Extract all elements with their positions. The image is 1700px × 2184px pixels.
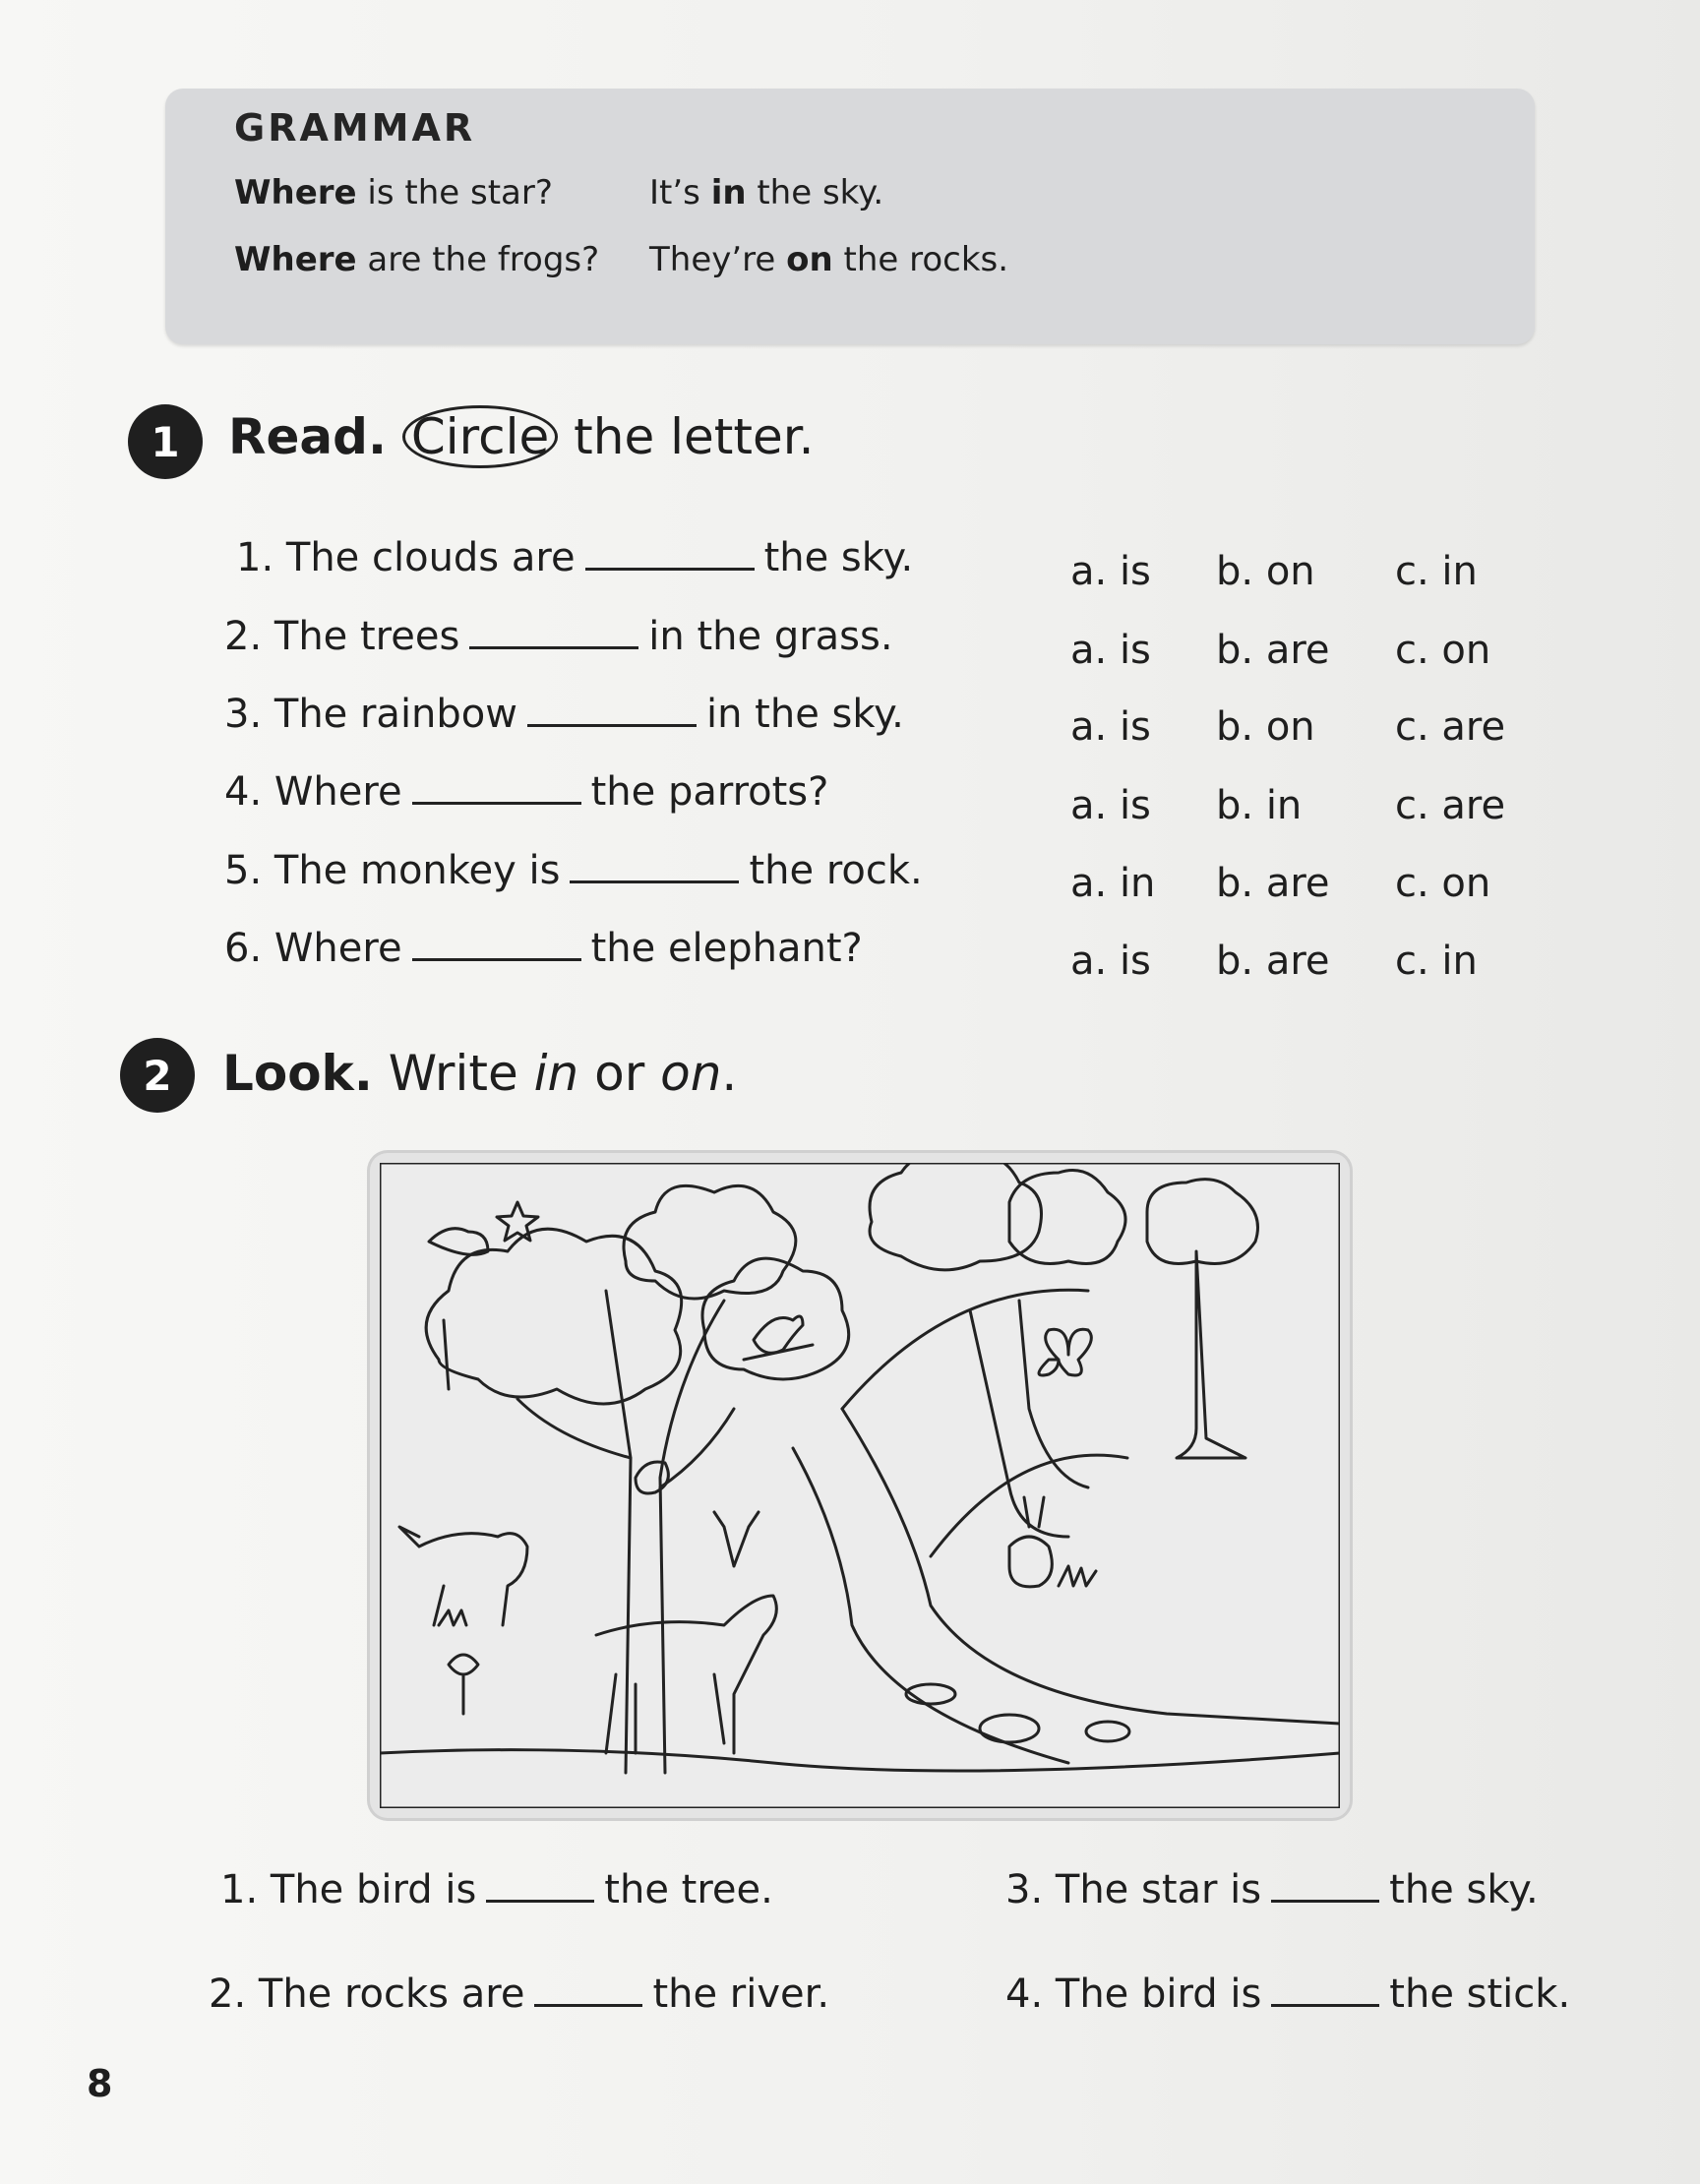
option-a[interactable]: a. is	[1070, 628, 1151, 673]
option-a[interactable]: a. is	[1070, 783, 1151, 828]
answer-blank[interactable]	[412, 927, 581, 961]
exercise-1-badge: 1	[128, 404, 203, 479]
forest-illustration	[370, 1153, 1350, 1818]
option-c[interactable]: c. on	[1395, 861, 1491, 906]
option-c[interactable]: c. are	[1395, 783, 1506, 828]
answer-blank[interactable]	[486, 1868, 594, 1903]
answer-blank[interactable]	[1271, 1972, 1379, 2007]
option-a[interactable]: a. is	[1070, 704, 1151, 750]
answer-blank[interactable]	[412, 770, 581, 805]
exercise-2-item-2: 2. The rocks are the river.	[209, 1972, 830, 2017]
option-c[interactable]: c. in	[1395, 939, 1478, 984]
option-b[interactable]: b. in	[1216, 783, 1303, 828]
option-a[interactable]: a. in	[1070, 861, 1156, 906]
option-b[interactable]: b. on	[1216, 549, 1315, 594]
answer-blank[interactable]	[534, 1972, 642, 2007]
exercise-1-item-2: 2. The trees in the grass.	[224, 614, 893, 659]
option-b[interactable]: b. are	[1216, 939, 1330, 984]
exercise-1-heading: Read. Circle the letter.	[228, 405, 815, 468]
option-a[interactable]: a. is	[1070, 549, 1151, 594]
forest-scene	[380, 1163, 1340, 1808]
exercise-2-item-1: 1. The bird is the tree.	[220, 1867, 773, 1912]
answer-blank[interactable]	[1271, 1868, 1379, 1903]
answer-blank[interactable]	[585, 536, 755, 571]
answer-blank[interactable]	[469, 615, 638, 649]
grammar-question-2: Where are the frogs?	[234, 240, 600, 279]
option-c[interactable]: c. are	[1395, 704, 1506, 750]
page-number: 8	[87, 2062, 113, 2105]
option-c[interactable]: c. on	[1395, 628, 1491, 673]
grammar-box	[165, 89, 1535, 344]
exercise-1-item-4: 4. Where the parrots?	[224, 769, 829, 815]
option-b[interactable]: b. are	[1216, 628, 1330, 673]
exercise-1-item-1: 1. The clouds are the sky.	[236, 535, 914, 580]
grammar-title: GRAMMAR	[234, 106, 476, 150]
exercise-2-badge: 2	[120, 1038, 195, 1113]
answer-blank[interactable]	[527, 693, 697, 727]
exercise-1-item-5: 5. The monkey is the rock.	[224, 848, 923, 893]
option-c[interactable]: c. in	[1395, 549, 1478, 594]
option-b[interactable]: b. are	[1216, 861, 1330, 906]
exercise-1-item-6: 6. Where the elephant?	[224, 926, 863, 971]
circle-word: Circle	[402, 405, 558, 468]
exercise-2-item-3: 3. The star is the sky.	[1005, 1867, 1539, 1912]
exercise-2-item-4: 4. The bird is the stick.	[1005, 1972, 1571, 2017]
exercise-1-item-3: 3. The rainbow in the sky.	[224, 692, 904, 737]
grammar-answer-2: They’re on the rocks.	[649, 240, 1009, 279]
answer-blank[interactable]	[570, 849, 739, 883]
grammar-answer-1: It’s in the sky.	[649, 173, 884, 212]
option-a[interactable]: a. is	[1070, 939, 1151, 984]
option-b[interactable]: b. on	[1216, 704, 1315, 750]
grammar-question-1: Where is the star?	[234, 173, 553, 212]
exercise-2-heading: Look. Write in or on.	[222, 1045, 738, 1102]
